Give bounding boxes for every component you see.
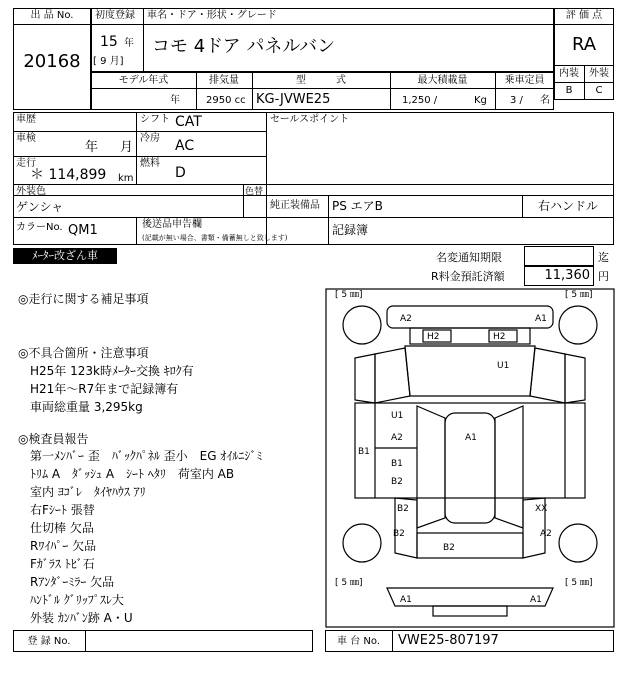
displacement-value: 2950 cc	[206, 95, 246, 106]
first-reg-year: 15	[100, 34, 118, 50]
inspection-year: 年	[85, 140, 99, 155]
fuel-value: D	[175, 165, 186, 181]
shift-value: CAT	[175, 114, 202, 130]
tire-depth-label: [ 5 ㎜]	[335, 290, 363, 300]
load-unit: Kg	[474, 95, 487, 106]
capacity-label: 乗車定員	[504, 75, 545, 86]
shift-label: シフト	[140, 114, 170, 125]
damage-mark: U1	[391, 411, 404, 421]
damage-mark: B2	[393, 529, 405, 539]
record-label: 記録簿	[332, 223, 369, 237]
defect-notes-title: ◎不具合箇所・注意事項	[18, 346, 149, 360]
damage-mark: U1	[497, 361, 510, 371]
damage-mark: B2	[443, 543, 455, 553]
inspector-title: ◎検査員報告	[18, 432, 89, 446]
inspector-line: Rﾜｲﾊﾟｰ 欠品	[30, 539, 97, 553]
interior-label: 内装	[559, 68, 579, 79]
inspector-line: 右Fｼｰﾄ 張替	[30, 503, 95, 517]
history-label: 車歴	[16, 114, 36, 125]
tire-depth-label: [ 5 ㎜]	[335, 578, 363, 588]
exterior-grade: C	[595, 85, 603, 96]
year-unit: 年	[124, 38, 134, 49]
inspector-line: ﾄﾘﾑ A ﾀﾞｯｼｭ A ｼｰﾄ ﾍﾀﾘ 荷室内 AB	[30, 467, 235, 481]
grade-label: 評 価 点	[565, 10, 603, 21]
inspector-line: 外装 ｶﾝﾊﾞﾝ跡 A・U	[30, 611, 133, 625]
displacement-label: 排気量	[209, 75, 239, 86]
title-change-label: 名変通知期限	[436, 251, 502, 264]
first-reg-month: [ 9 月]	[93, 56, 124, 67]
inspection-label: 車検	[16, 133, 36, 144]
mileage-value: ＊ 114,899	[30, 167, 107, 183]
inspector-line: 室内 ﾖｺﾞﾚ ﾀｲﾔﾊｳｽ ｱﾘ	[30, 485, 146, 499]
model-year-label: モデル年式	[118, 75, 169, 86]
title-change-field	[524, 246, 594, 266]
tire-depth-label: [ 5 ㎜]	[565, 290, 593, 300]
capacity-unit: 名	[540, 95, 550, 106]
lot-label: 出 品 No.	[30, 10, 74, 21]
defect-line: 車両総重量 3,295kg	[30, 400, 143, 414]
type-label: 型 式	[296, 75, 346, 86]
damage-mark: A2	[391, 433, 403, 443]
damage-mark: A1	[530, 595, 542, 605]
car-name: コモ 4ドア パネルバン	[152, 36, 336, 57]
inspector-line: 仕切棒 欠品	[30, 521, 94, 535]
color-label: 外装色	[16, 186, 46, 197]
damage-mark: A2	[400, 314, 412, 324]
registration-label: 登 録 No.	[27, 636, 71, 647]
damage-mark: H2	[427, 332, 440, 342]
damage-mark: A2	[540, 529, 552, 539]
running-notes-title: ◎走行に関する補足事項	[18, 292, 149, 306]
handle-value: 右ハンドル	[537, 199, 598, 213]
equip-label: 純正装備品	[270, 200, 320, 211]
recycle-value: 11,360	[544, 268, 590, 283]
color-no-label: カラーNo.	[16, 222, 63, 233]
inspection-month: 月	[120, 140, 134, 155]
inspector-line: Rｱﾝﾀﾞｰﾐﾗｰ 欠品	[30, 575, 115, 589]
defect-line: H25年 123k時ﾒｰﾀｰ交換 ｷﾛｸ有	[30, 364, 194, 378]
color-value: ゲンシャ	[16, 200, 64, 214]
recycle-unit: 円	[598, 270, 609, 283]
model-year-unit: 年	[170, 95, 180, 106]
title-change-unit: 迄	[598, 251, 609, 264]
fuel-label: 燃料	[140, 158, 160, 169]
meter-tamper-tag: ﾒｰﾀｰ改ざん車	[13, 248, 117, 264]
sales-point-label: セールスポイント	[270, 114, 350, 125]
load-value: 1,250 /	[402, 95, 438, 106]
inspector-line: Fｶﾞﾗｽ ﾄﾋﾞ石	[30, 557, 95, 571]
mileage-label: 走行	[16, 158, 36, 169]
aftermarket-note: (記載が無い場合、書類・備蓄無しと致します)	[142, 234, 288, 242]
grade-value: RA	[571, 34, 597, 55]
chassis-number: VWE25-807197	[398, 633, 499, 648]
lot-number: 20168	[23, 51, 81, 72]
recolor-label: 色替	[245, 187, 264, 197]
ac-label: 冷房	[140, 133, 160, 144]
damage-mark: B1	[391, 459, 403, 469]
ac-value: AC	[175, 138, 195, 154]
inspector-line: ﾊﾝﾄﾞﾙ ｸﾞﾘｯﾌﾟｽﾚ大	[30, 593, 124, 607]
vehicle-damage-diagram	[325, 288, 615, 628]
first-reg-label: 初度登録	[95, 10, 135, 21]
damage-mark: B2	[391, 477, 403, 487]
damage-mark: A1	[465, 433, 477, 443]
damage-mark: B2	[397, 504, 409, 514]
damage-mark: B1	[358, 447, 370, 457]
defect-line: H21年～R7年まで記録簿有	[30, 382, 179, 396]
damage-mark: A1	[400, 595, 412, 605]
damage-mark: A1	[535, 314, 547, 324]
aftermarket-label: 後送品申告欄	[142, 219, 202, 230]
load-label: 最大積載量	[417, 75, 468, 86]
recycle-label: R料金預託済額	[431, 270, 505, 283]
exterior-label: 外装	[589, 68, 609, 79]
type-value: KG-JVWE25	[256, 92, 331, 107]
tire-depth-label: [ 5 ㎜]	[565, 578, 593, 588]
chassis-label: 車 台 No.	[337, 636, 380, 647]
mileage-unit: km	[118, 173, 134, 184]
name-label: 車名・ドア・形状・グレード	[147, 10, 277, 21]
equip-value: PS エアB	[332, 199, 383, 213]
inspector-line: 第一ﾒﾝﾊﾞｰ 歪 ﾊﾞｯｸﾊﾟﾈﾙ 歪小 EG ｵｲﾙﾆｼﾞﾐ	[30, 449, 263, 463]
capacity-value: 3 /	[510, 95, 523, 106]
damage-mark: XX	[535, 504, 548, 514]
color-no-value: QM1	[68, 223, 98, 238]
interior-grade: B	[565, 85, 573, 96]
damage-mark: H2	[493, 332, 506, 342]
